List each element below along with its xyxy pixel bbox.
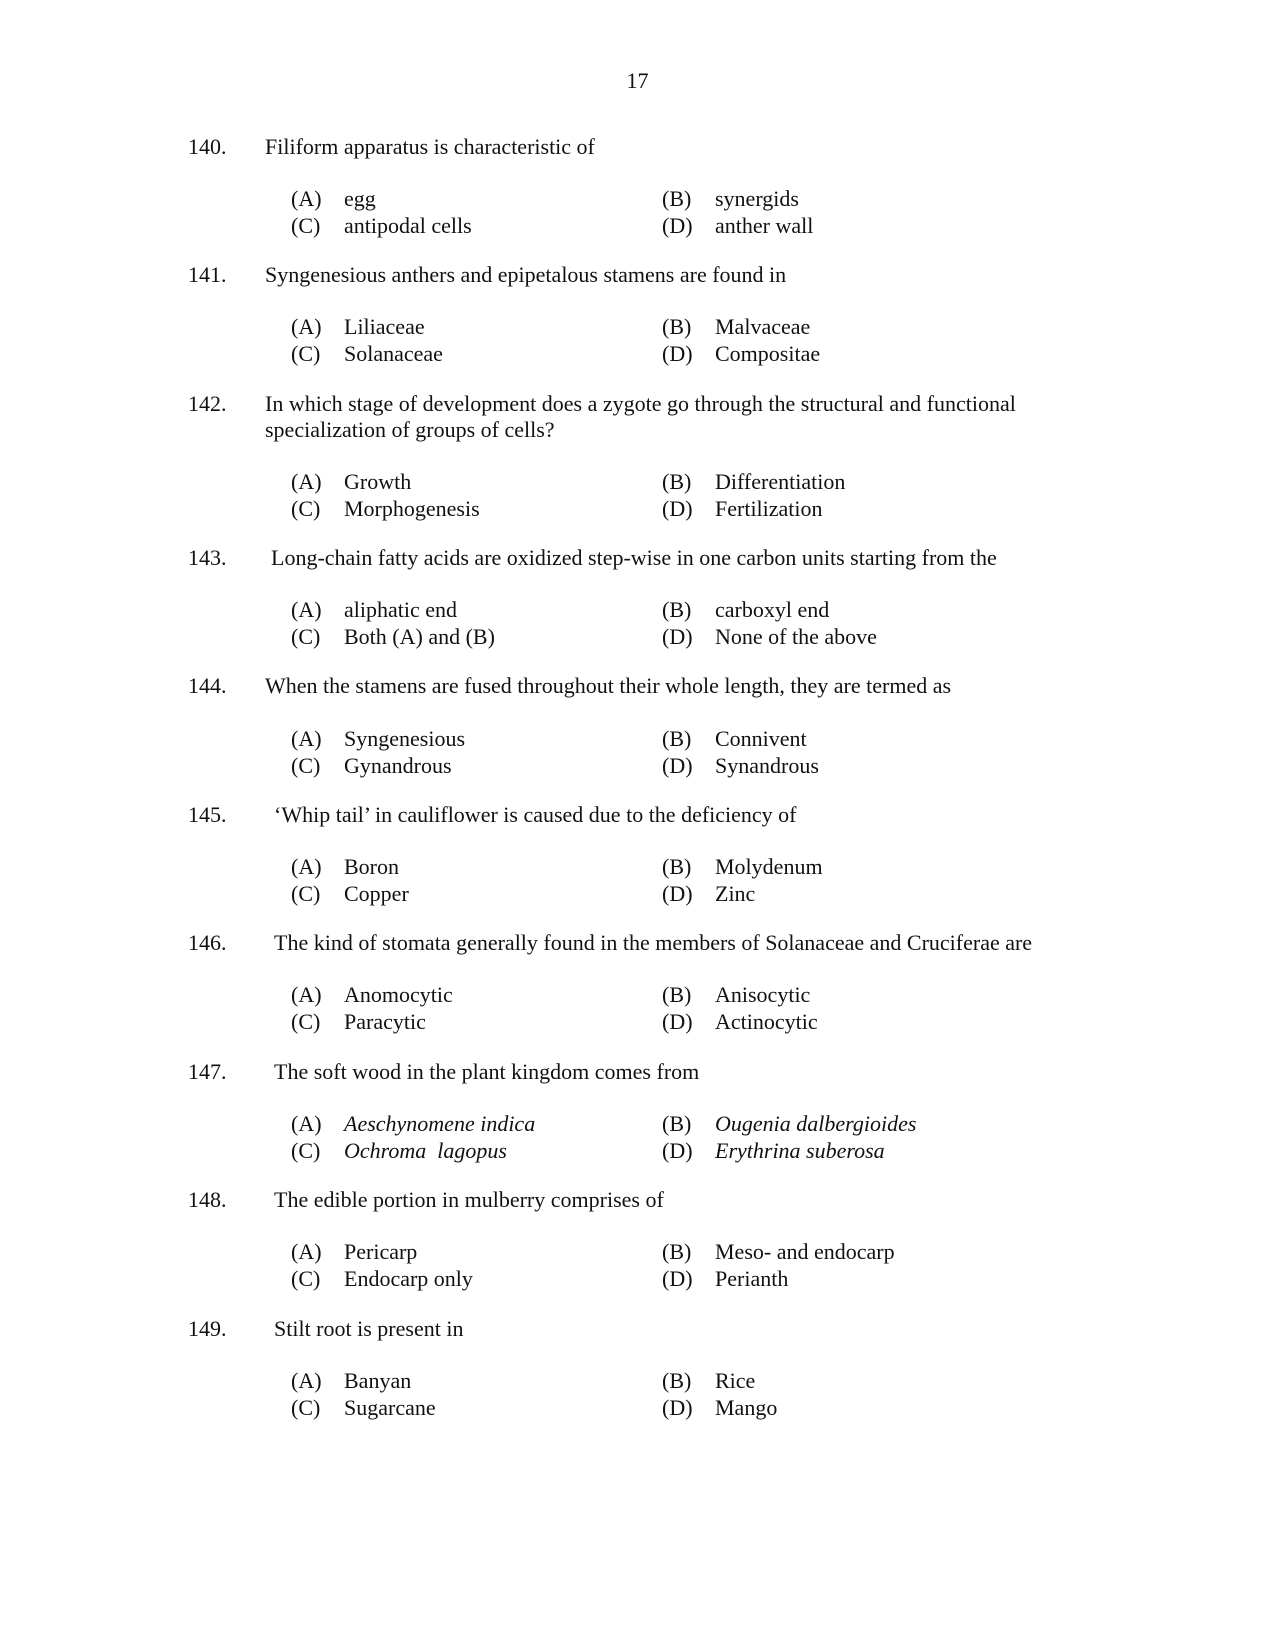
option-label: (A) [291,982,322,1007]
option-text: aliphatic end [344,597,458,622]
option-text: Malvaceae [715,314,811,339]
option-label: (C) [291,881,321,906]
question-text: The edible portion in mulberry comprises of [274,1187,664,1212]
option-label: (B) [662,314,692,339]
question-number: 146. [188,930,227,955]
option-text: Connivent [715,726,807,751]
option-text: Gynandrous [344,753,452,778]
question-number: 142. [188,391,227,416]
option-label: (D) [662,496,693,521]
question-number: 148. [188,1187,227,1212]
option-text: Zinc [715,881,756,906]
question-number: 145. [188,802,227,827]
option-label: (D) [662,881,693,906]
option-text: Ougenia dalbergioides [715,1111,917,1136]
option-text: Anisocytic [715,982,811,1007]
option-text: carboxyl end [715,597,830,622]
option-text: Meso- and endocarp [715,1239,895,1264]
question-text: Filiform apparatus is characteristic of [265,134,595,159]
option-text: Solanaceae [344,341,443,366]
option-label: (B) [662,1239,692,1264]
option-text: Banyan [344,1368,412,1393]
question-number: 140. [188,134,227,159]
option-label: (C) [291,1266,321,1291]
option-text: Aeschynomene indica [344,1111,536,1136]
option-text: Syngenesious [344,726,465,751]
option-text: synergids [715,186,799,211]
page-number: 17 [626,68,649,93]
question-text: The kind of stomata generally found in the members of Solanaceae and Cruciferae are [274,930,1033,955]
option-text: antipodal cells [344,213,472,238]
option-text: Mango [715,1395,778,1420]
option-text: Molydenum [715,854,823,879]
option-label: (A) [291,1239,322,1264]
option-text: Perianth [715,1266,789,1291]
question-number: 144. [188,673,227,698]
option-label: (D) [662,753,693,778]
question-number: 143. [188,545,227,570]
option-label: (C) [291,624,321,649]
option-label: (C) [291,753,321,778]
option-label: (B) [662,469,692,494]
option-label: (A) [291,314,322,339]
option-text: Ochroma lagopus [344,1138,507,1163]
question-text: ‘Whip tail’ in cauliflower is caused due to the deficiency of [274,802,797,827]
option-text: Morphogenesis [344,496,480,521]
question-number: 149. [188,1316,227,1341]
question-text: Syngenesious anthers and epipetalous stamens are found in [265,262,787,287]
option-text: Sugarcane [344,1395,436,1420]
option-text: anther wall [715,213,814,238]
option-label: (C) [291,1395,321,1420]
option-text: Erythrina suberosa [715,1138,885,1163]
option-text: Endocarp only [344,1266,473,1291]
question-number: 141. [188,262,227,287]
option-label: (B) [662,1368,692,1393]
option-label: (A) [291,854,322,879]
option-label: (D) [662,624,693,649]
option-label: (C) [291,1009,321,1034]
option-label: (A) [291,1368,322,1393]
option-label: (D) [662,1009,693,1034]
option-text: Liliaceae [344,314,425,339]
option-text: Boron [344,854,399,879]
option-label: (B) [662,854,692,879]
option-label: (B) [662,1111,692,1136]
option-label: (B) [662,982,692,1007]
option-label: (A) [291,186,322,211]
option-text: Paracytic [344,1009,426,1034]
option-label: (C) [291,496,321,521]
question-number: 147. [188,1059,227,1084]
option-label: (A) [291,1111,322,1136]
option-label: (A) [291,597,322,622]
option-label: (B) [662,726,692,751]
option-label: (C) [291,213,321,238]
option-text: Synandrous [715,753,819,778]
option-text: Fertilization [715,496,823,521]
option-label: (A) [291,726,322,751]
option-text: Compositae [715,341,821,366]
question-text: Long-chain fatty acids are oxidized step-wise in one carbon units starting from the [271,545,997,570]
option-text: Copper [344,881,409,906]
option-label: (D) [662,1395,693,1420]
option-text: Both (A) and (B) [344,624,495,649]
option-text: Growth [344,469,412,494]
option-text: egg [344,186,376,211]
option-text: Actinocytic [715,1009,818,1034]
option-text: None of the above [715,624,877,649]
option-label: (D) [662,1266,693,1291]
option-label: (B) [662,597,692,622]
option-label: (B) [662,186,692,211]
option-text: Pericarp [344,1239,418,1264]
option-label: (C) [291,341,321,366]
option-text: Differentiation [715,469,846,494]
option-label: (C) [291,1138,321,1163]
option-label: (D) [662,341,693,366]
question-text: When the stamens are fused throughout their whole length, they are termed as [265,673,952,698]
option-label: (D) [662,213,693,238]
question-text: Stilt root is present in [274,1316,464,1341]
option-text: Rice [715,1368,756,1393]
question-text: In which stage of development does a zygote go through the structural and functional specialization of groups of cells? [265,391,1016,442]
option-text: Anomocytic [344,982,453,1007]
option-label: (A) [291,469,322,494]
option-label: (D) [662,1138,693,1163]
question-text: The soft wood in the plant kingdom comes from [274,1059,700,1084]
